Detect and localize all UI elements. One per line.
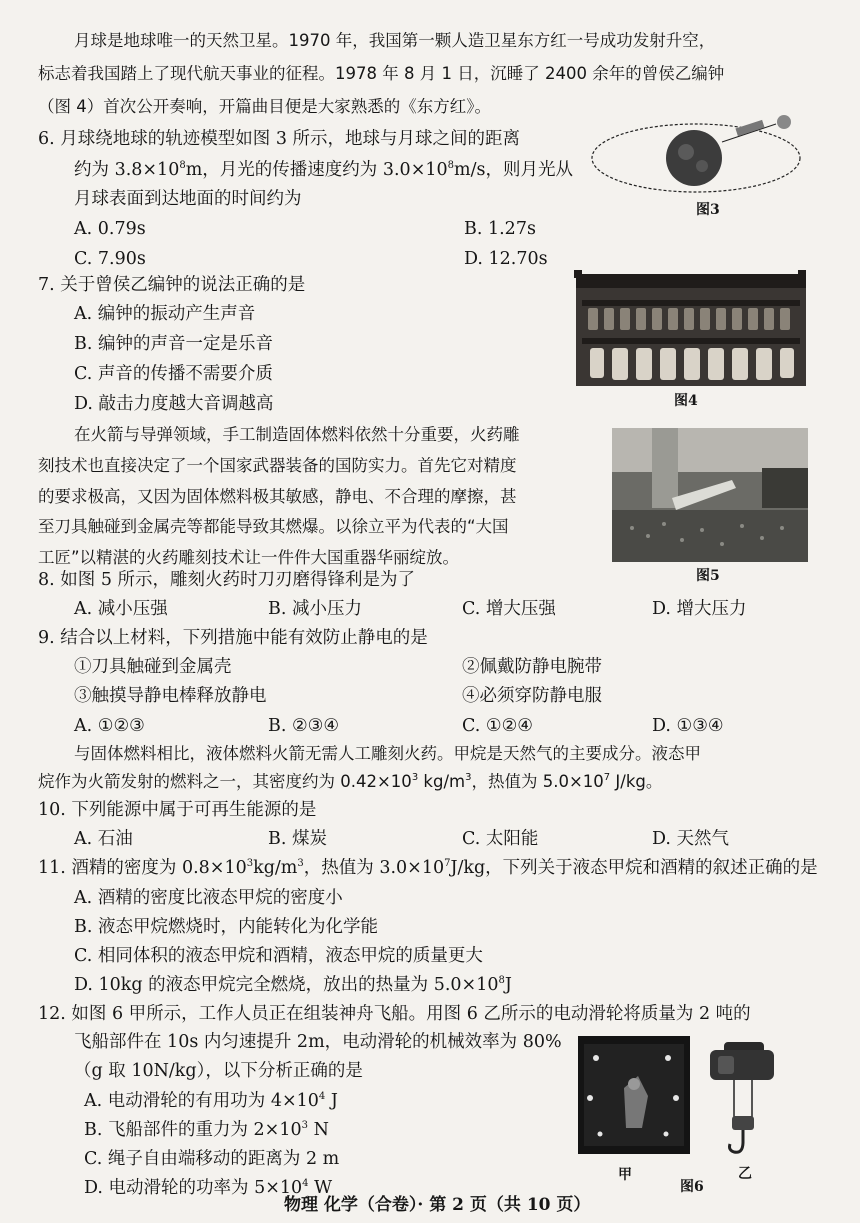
figure-4-caption: 图4 (674, 393, 698, 409)
q8-option-c: C. 增大压强 (462, 599, 556, 619)
q12-option-c: C. 绳子自由端移动的距离为 2 m (84, 1149, 340, 1169)
q10-stem: 10. 下列能源中属于可再生能源的是 (38, 800, 317, 820)
q9-stem: 9. 结合以上材料，下列措施中能有效防止静电的是 (38, 628, 428, 648)
q11-option-a: A. 酒精的密度比液态甲烷的密度小 (74, 888, 343, 908)
q9-item-3: ③触摸导静电棒释放静电 (74, 686, 267, 706)
q8-option-a: A. 减小压强 (74, 599, 168, 619)
q11-option-c: C. 相同体积的液态甲烷和酒精，液态甲烷的质量更大 (74, 946, 483, 966)
q7-option-a: A. 编钟的振动产生声音 (74, 304, 256, 324)
passage-1-line-3: （图 4）首次公开奏响，开篇曲目便是大家熟悉的《东方红》。 (38, 97, 491, 116)
spacecraft-assembly-photo (578, 1036, 690, 1154)
q9-item-1: ①刀具触碰到金属壳 (74, 657, 232, 677)
passage-3-line-1: 与固体燃料相比，液体燃料火箭无需人工雕刻火药。甲烷是天然气的主要成分。液态甲 (74, 744, 701, 763)
passage-2-line-5: 工匠”以精湛的火药雕刻技术让一件件大国重器华丽绽放。 (38, 548, 460, 567)
q11-option-d: D. 10kg 的液态甲烷完全燃烧，放出的热量为 $5.0\times 10^8J$ (74, 975, 512, 995)
q7-option-b: B. 编钟的声音一定是乐音 (74, 334, 273, 354)
passage-2-line-1: 在火箭与导弹领域，手工制造固体燃料依然十分重要，火药雕 (74, 425, 520, 444)
q10-option-a: A. 石油 (74, 829, 133, 849)
earth-moon-orbit-figure (588, 108, 806, 208)
figure-5-caption: 图5 (696, 568, 720, 584)
q8-option-d: D. 增大压力 (652, 599, 747, 619)
electric-hoist-figure (704, 1038, 780, 1162)
q7-option-d: D. 敲击力度越大音调越高 (74, 394, 274, 414)
q6-option-c: C. 7.90s (74, 249, 146, 269)
q12-stem-line-3: （g 取 10N/kg），以下分析正确的是 (74, 1061, 363, 1081)
q12-stem-line-1: 12. 如图 6 甲所示，工作人员正在组装神舟飞船。用图 6 乙所示的电动滑轮将质量为 2 吨的 (38, 1004, 751, 1024)
q6-stem-line-1: 6. 月球绕地球的轨迹模型如图 3 所示，地球与月球之间的距离 (38, 129, 521, 149)
q8-option-b: B. 减小压力 (268, 599, 362, 619)
figure-3-caption: 图3 (696, 202, 720, 218)
q9-option-c: C. ①②④ (462, 716, 533, 736)
q12-option-b: B. 飞船部件的重力为 $2\times 10^3$ N (84, 1120, 329, 1140)
q7-stem: 7. 关于曾侯乙编钟的说法正确的是 (38, 275, 306, 295)
q12-option-d: D. 电动滑轮的功率为 $5\times 10^4$ W (84, 1178, 333, 1198)
q9-option-d: D. ①③④ (652, 716, 724, 736)
q12-stem-line-2: 飞船部件在 10s 内匀速提升 2m，电动滑轮的机械效率为 80% (74, 1032, 562, 1052)
q10-option-b: B. 煤炭 (268, 829, 327, 849)
q6-stem-line-2: 约为 $3.8\times 10^8m$，月光的传播速度约为 $3.0\times 10^8m/s$，则月光从 (74, 160, 573, 180)
passage-3-line-2: 烷作为火箭发射的燃料之一，其密度约为 $0.42\times 10^3$ $kg/m^3$，热值为 $5.0\times 10^7$ J/kg。 (38, 772, 663, 791)
passage-1-line-2: 标志着我国踏上了现代航天事业的征程。1978 年 8 月 1 日，沉睡了 2400 余年的曾侯乙编钟 (38, 64, 725, 83)
q12-option-a: A. 电动滑轮的有用功为 $4\times 10^4$ J (84, 1091, 338, 1111)
q6-option-a: A. 0.79s (74, 219, 146, 239)
q10-option-c: C. 太阳能 (462, 829, 539, 849)
passage-2-line-2: 刻技术也直接决定了一个国家武器装备的国防实力。首先它对精度 (38, 456, 517, 475)
q9-option-a: A. ①②③ (74, 716, 145, 736)
q8-stem: 8. 如图 5 所示，雕刻火药时刀刃磨得锋利是为了 (38, 570, 416, 590)
propellant-carving-photo (612, 428, 808, 562)
passage-1-line-1: 月球是地球唯一的天然卫星。1970 年，我国第一颗人造卫星东方红一号成功发射升空， (74, 31, 716, 50)
bianzhong-bells-photo (568, 266, 812, 390)
q7-option-c: C. 声音的传播不需要介质 (74, 364, 273, 384)
q6-stem-line-3: 月球表面到达地面的时间约为 (74, 189, 302, 209)
figure-6-jia-label: 甲 (618, 1167, 632, 1183)
figure-6-caption: 图6 (680, 1179, 704, 1195)
page-footer: 物理 化学（合卷）· 第 2 页（共 10 页） (284, 1195, 591, 1215)
q11-option-b: B. 液态甲烷燃烧时，内能转化为化学能 (74, 917, 378, 937)
q11-stem: 11. 酒精的密度为 $0.8\times 10^3kg/m^3$，热值为 $3.0\times 10^7J/kg$，下列关于液态甲烷和酒精的叙述正确的是 (38, 858, 818, 878)
passage-2-line-4: 至刀具触碰到金属壳等都能导致其燃爆。以徐立平为代表的“大国 (38, 517, 509, 536)
passage-2-line-3: 的要求极高，又因为固体燃料极其敏感，静电、不合理的摩擦，甚 (38, 487, 517, 506)
q6-option-b: B. 1.27s (464, 219, 536, 239)
q9-item-4: ④必须穿防静电服 (462, 686, 602, 706)
q9-item-2: ②佩戴防静电腕带 (462, 657, 602, 677)
figure-6-yi-label: 乙 (738, 1166, 752, 1182)
q10-option-d: D. 天然气 (652, 829, 730, 849)
q6-option-d: D. 12.70s (464, 249, 548, 269)
q9-option-b: B. ②③④ (268, 716, 340, 736)
